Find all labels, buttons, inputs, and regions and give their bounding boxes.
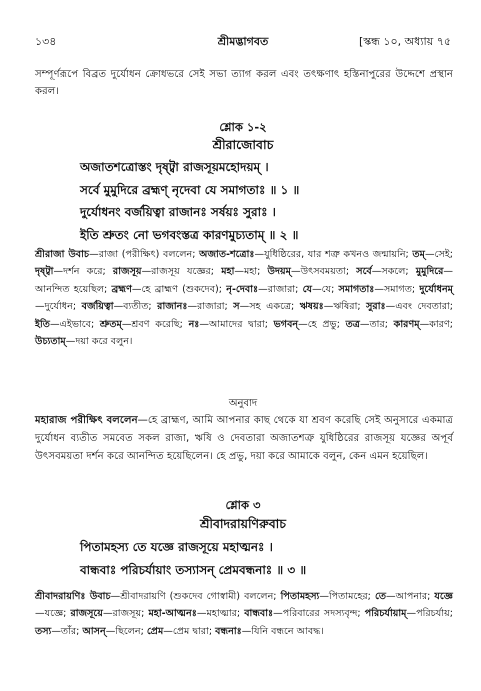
gloss-word: কারণম্ xyxy=(393,318,420,330)
verse-line: দুর্যোধনং বর্জয়িত্বা রাজানঃ সর্ষয়ঃ সুরাঃ । xyxy=(80,205,276,219)
gloss-word: পিতামহস্য xyxy=(280,591,320,602)
translation-label: অনুবাদ xyxy=(228,398,258,409)
gloss-word: উদয়ম্ xyxy=(267,266,291,278)
gloss-meaning: দর্শন করে; xyxy=(63,266,113,278)
gloss-meaning: সমাগত; xyxy=(383,283,420,295)
verse-line: বান্ধবাঃ পরিচর্যায়াং তস্যাসন্ প্রেমবন্ধনাঃ ॥ ৩ ॥ xyxy=(80,562,307,577)
gloss-meaning: পিতামহের; xyxy=(328,591,375,602)
gloss-word: প্রেম xyxy=(146,625,164,637)
gloss-word: মহা xyxy=(221,266,235,278)
gloss-meaning: হে ব্রাহ্মণ (শুকদেব); xyxy=(141,283,227,295)
word-for-word: শ্রীরাজা উবাচ—রাজা (পরীক্ষিৎ) বললেন; অজাত-শত্রোঃ—যুধিষ্ঠিরের, যার শত্রু কখনও জন্মায়নি; তম্—সেই; দৃষ্ট্বা—দর্শন করে; রাজসূয়—রাজসূয় যজ্ঞের; মহা—মহা; উদয়ম্—উৎসবময়তা; সর্বে—সকলে; মুমুদিরে—আনন্দিত হয়েছিল; ব্রহ্মণ—হে ব্রাহ্মণ (শুকদেব); নৃ-দেবাঃ—রাজারা; যে—যে; সমাগতাঃ—সমাগত; দুর্যোধনম্—দুর্যোধন; বর্জয়িত্বা—ব্যতীত; রাজানঃ—রাজারা; স—সহ একত্রে; ঋষয়ঃ—ঋষিরা; সুরাঃ—এবং দেবতারা; ইতি—এইভাবে; শ্রুতম্—শ্রবণ করেছি; নঃ—আমাদের দ্বারা; ভগবন্—হে প্রভু; তত্র—তার; কারণম্—কারণ; উচ্যতাম্—দয়া করে বলুন। xyxy=(35,249,454,348)
gloss-meaning: রাজারা; xyxy=(197,301,234,313)
gloss-meaning: সেই; xyxy=(434,249,453,260)
gloss-word: সর্বে xyxy=(356,266,372,278)
gloss-word: স xyxy=(233,301,240,313)
gloss-meaning: আমাদের দ্বারা; xyxy=(209,318,274,330)
gloss-word: দৃষ্ট্বা xyxy=(35,266,54,278)
gloss-word: যজ্ঞে xyxy=(434,591,453,602)
translation-lead: মহারাজ পরীক্ষিৎ বললেন xyxy=(35,415,138,426)
gloss-meaning: রাজারা; xyxy=(267,283,303,295)
gloss-word: ঋষয়ঃ xyxy=(299,301,324,313)
gloss-meaning: দুর্যোধন; xyxy=(44,301,82,313)
gloss-word: শ্রুতম্ xyxy=(99,318,122,330)
gloss-meaning: পরিচর্যায়; xyxy=(416,608,453,620)
gloss-meaning: হে প্রভু; xyxy=(307,318,346,330)
gloss-word: তম্ xyxy=(412,249,425,260)
gloss-meaning: ব্যতীত; xyxy=(123,301,158,313)
gloss-word: তে xyxy=(374,591,387,602)
gloss-word: ইতি xyxy=(35,318,50,330)
gloss-word: সুরাঃ xyxy=(366,301,386,313)
gloss-word: উচ্যতাম্ xyxy=(35,336,66,348)
gloss-word: দুর্যোধনম্ xyxy=(419,283,453,295)
gloss-meaning: রাজা (পরীক্ষিৎ) বললেন; xyxy=(98,249,200,260)
gloss-word: পরিচর্যায়াম্ xyxy=(364,608,407,620)
verse-speaker: শ্রীবাদরায়ণিরুবাচ xyxy=(199,516,287,531)
gloss-word: নৃ-দেবাঃ xyxy=(226,283,259,295)
gloss-word: শ্রীবাদরায়ণিঃ উবাচ xyxy=(35,591,111,602)
gloss-meaning: কারণ; xyxy=(429,318,453,330)
gloss-word: রাজসূয় xyxy=(112,266,142,278)
gloss-meaning: আনন্দিত হয়েছিল; xyxy=(35,283,112,295)
gloss-meaning: শ্রীবাদরায়ণি (শুকদেব গোস্বামী) বললেন; xyxy=(120,591,281,602)
gloss-meaning: যজ্ঞে; xyxy=(44,608,71,620)
intro-paragraph: সম্পূর্ণরূপে বিব্রত দুর্যোধন ক্রোধভরে সেই সভা ত্যাগ করল এবং তৎক্ষণাৎ হস্তিনাপুরের উদ্দেশে প্রস্থান করল। xyxy=(35,69,453,97)
gloss-word: বর্জয়িত্বা xyxy=(81,301,114,313)
gloss-meaning: যিনি বন্ধনে আবদ্ধ। xyxy=(251,625,324,637)
gloss-word: তস্য xyxy=(35,625,52,637)
verse-text xyxy=(80,536,441,581)
gloss-meaning: মহা; xyxy=(243,266,268,278)
gloss-word: ভগবন্ xyxy=(273,318,299,330)
verse-line: পিতামহস্য তে যজ্ঞে রাজসূয়ে মহাত্মনঃ । xyxy=(80,540,273,554)
gloss-meaning: এবং দেবতারা; xyxy=(395,301,454,313)
gloss-word: আসন্ xyxy=(82,625,106,637)
verse-line: ইতি শ্রুতং নো ভগবংস্তত্র কারণমুচ্যতাম্ ॥ ২ ॥ xyxy=(80,227,299,242)
gloss-word: ব্রহ্মণ xyxy=(111,283,132,295)
gloss-word: বান্ধবাঃ xyxy=(244,608,274,620)
gloss-meaning: দয়া করে বলুন। xyxy=(75,336,133,348)
gloss-word: মুমুদিরে xyxy=(415,266,444,278)
gloss-meaning: সকলে; xyxy=(381,266,416,278)
gloss-meaning: তার; xyxy=(369,318,394,330)
verse-heading: শ্লোক ১-২ xyxy=(219,120,267,134)
gloss-meaning: রাজসূয়; xyxy=(112,608,149,620)
gloss-meaning: সহ একত্রে; xyxy=(249,301,300,313)
verse-line: সর্বে মুমুদিরে ব্রহ্মণ্ নৃদেবা যে সমাগতাঃ ॥ ১ ॥ xyxy=(80,182,300,197)
word-for-word: শ্রীবাদরায়ণিঃ উবাচ—শ্রীবাদরায়ণি (শুকদেব গোস্বামী) বললেন; পিতামহস্য—পিতামহের; তে—আপনার; যজ্ঞে—যজ্ঞে; রাজসূয়ে—রাজসূয়; মহা-আত্মনঃ—মহাত্মার; বান্ধবাঃ—পরিবারের সদস্যবৃন্দ; পরিচর্যায়াম্—পরিচর্যায়; তস্য—তাঁর; আসন্—ছিলেন; প্রেম—প্রেম দ্বারা; বন্ধনাঃ—যিনি বন্ধনে আবদ্ধ। xyxy=(35,591,453,637)
translation-paragraph xyxy=(35,412,453,465)
gloss-meaning: পরিবারের সদস্যবৃন্দ; xyxy=(282,608,365,620)
gloss-word: বন্ধনাঃ xyxy=(215,625,242,637)
page-header xyxy=(35,33,451,49)
gloss-meaning: এইভাবে; xyxy=(59,318,100,330)
gloss-word: রাজানঃ xyxy=(157,301,188,313)
translation-text: —হে ব্রাহ্মণ, আমি আপনার কাছ থেকে যা শ্রবণ করেছি সেই অনুসারে একমাত্র দুর্যোধন ব্যতীত সমবেত সকল রাজা, ঋষি ও দেবতারা অজাতশত্রু যুধিষ্ঠিরের রাজসূয় যজ্ঞের অপূর্ব উৎসবময়তা দর্শন করে আনন্দিত হয়েছিলেন। হে প্রভু, দয়া করে আমাকে বলুন, কেন এমন হয়েছিল। xyxy=(35,415,453,462)
gloss-word: নঃ xyxy=(188,318,200,330)
gloss-meaning: শ্রবণ করেছি; xyxy=(131,318,189,330)
gloss-word: তত্র xyxy=(345,318,360,330)
gloss-meaning: যে; xyxy=(321,283,339,295)
gloss-word: রাজসূয়ে xyxy=(70,608,103,620)
gloss-meaning: তাঁর; xyxy=(60,625,83,637)
gloss-word: যে xyxy=(302,283,313,295)
gloss-meaning: ঋষিরা; xyxy=(333,301,367,313)
gloss-word: মহা-আত্মনঃ xyxy=(148,608,197,620)
gloss-meaning: উৎসবময়তা; xyxy=(300,266,357,278)
verse-line: অজাতশত্রোস্তং দৃষ্ট্বা রাজসূয়মহোদয়ম্ । xyxy=(80,160,269,174)
gloss-meaning: আপনার; xyxy=(395,591,435,602)
gloss-meaning: প্রেম দ্বারা; xyxy=(172,625,216,637)
gloss-meaning: ছিলেন; xyxy=(115,625,147,637)
gloss-word: অজাত-শত্রোঃ xyxy=(199,249,255,260)
page-number: ১৩৪ xyxy=(35,35,57,48)
verse-heading: শ্লোক ৩ xyxy=(225,498,261,512)
section-reference: [স্কন্ধ ১০, অধ্যায় ৭৫ xyxy=(358,35,451,48)
verse-text xyxy=(80,156,441,246)
gloss-meaning: যুধিষ্ঠিরের, যার শত্রু কখনও জন্মায়নি; xyxy=(264,249,413,260)
gloss-meaning: রাজসূয় যজ্ঞের; xyxy=(151,266,222,278)
gloss-word: সমাগতাঃ xyxy=(338,283,375,295)
book-title: শ্রীমদ্ভাগবত xyxy=(217,35,269,48)
gloss-word: শ্রীরাজা উবাচ xyxy=(35,249,90,260)
verse-speaker: শ্রীরাজোবাচ xyxy=(212,137,274,152)
gloss-meaning: মহাত্মার; xyxy=(206,608,245,620)
